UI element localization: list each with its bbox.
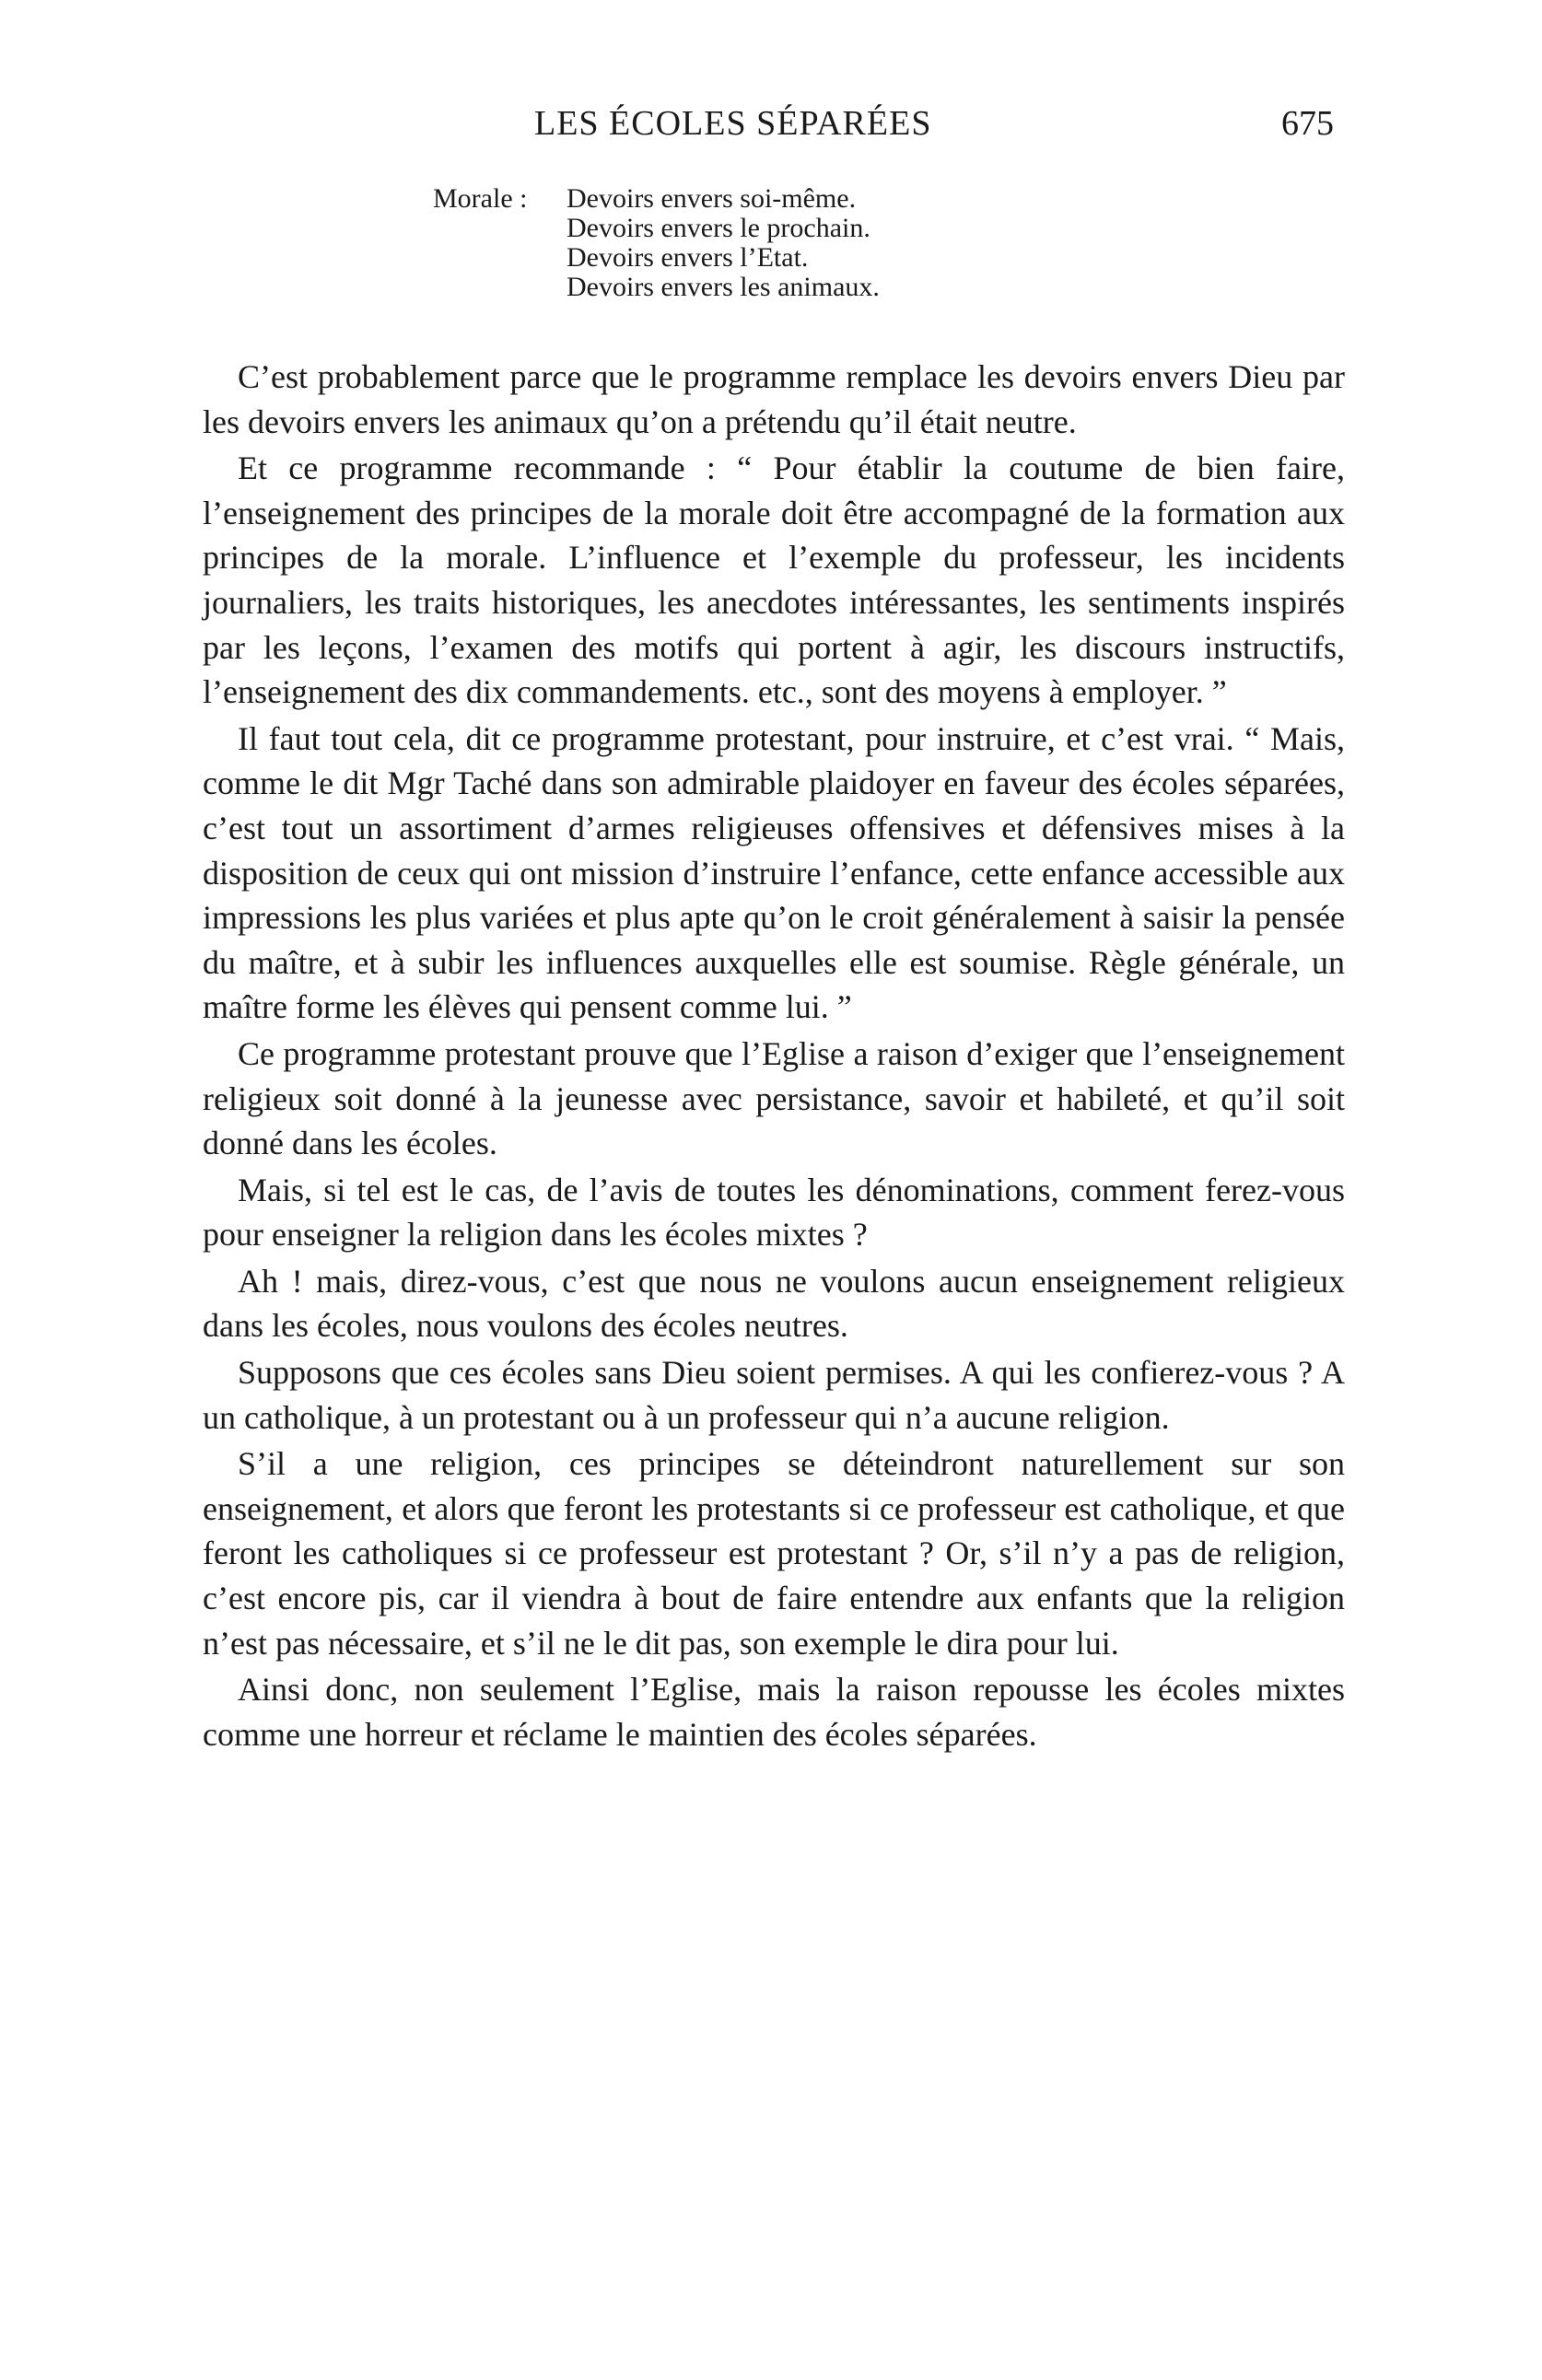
morale-item: Devoirs envers les animaux. xyxy=(567,272,880,302)
morale-list xyxy=(567,184,880,302)
paragraph: Supposons que ces écoles sans Dieu soient permises. A qui les confierez-vous ? A un catholique, à un protestant ou à un professeur qui n’a aucune religion. xyxy=(203,1354,1345,1436)
paragraph: S’il a une religion, ces principes se déteindront naturellement sur son enseignement, et alors que feront les protestants si ce professeur est catholique, et que feront les catholiques si ce professeur est protestant ? Or, s’il n’y a pas de religion, c’est encore pis, car il viendra à bout de faire entendre aux enfants que la religion n’est pas nécessaire, et s’il ne le dit pas, son exemple le dira pour lui. xyxy=(203,1445,1345,1662)
morale-item: Devoirs envers soi-même. xyxy=(567,183,857,214)
page-number: 675 xyxy=(1281,104,1334,143)
paragraph: Il faut tout cela, dit ce programme protestant, pour instruire, et c’est vrai. “ Mais, comme le dit Mgr Taché dans son admirable plaidoyer en faveur des écoles séparées, c’est tout un assortiment d’armes religieuses offensives et défensives mises à la disposition de ceux qui ont mission d’instruire l’enfance, cette enfance accessible aux impressions les plus variées et plus apte qu’on le croit généralement à saisir la pensée du maître, et à subir les influences auxquelles elle est soumise. Règle générale, un maître forme les élèves qui pensent comme lui. ” xyxy=(203,719,1345,1026)
paragraph: Et ce programme recommande : “ Pour établir la coutume de bien faire, l’enseignement des principes de la morale doit être accompagné de la formation aux principes de la morale. L’influence et l’exemple du professeur, les incidents journaliers, les traits historiques, les anecdotes intéressantes, les sentiments inspirés par les leçons, l’examen des motifs qui portent à agir, les discours instructifs, l’enseignement des dix commandements. etc., sont des moyens à employer. ” xyxy=(203,449,1345,711)
morale-label: Morale : xyxy=(433,183,528,214)
paragraph: C’est probablement parce que le programme remplace les devoirs envers Dieu par les devoirs envers les animaux qu’on a prétendu qu’il était neutre. xyxy=(203,358,1345,440)
paragraph: Ainsi donc, non seulement l’Eglise, mais la raison repousse les écoles mixtes comme une horreur et réclame le maintien des écoles séparées. xyxy=(203,1671,1345,1753)
morale-item: Devoirs envers l’Etat. xyxy=(567,242,809,273)
paragraph: Ce programme protestant prouve que l’Eglise a raison d’exiger que l’enseignement religieux soit donné à la jeunesse avec persistance, savoir et habileté, et qu’il soit donné dans les écoles. xyxy=(203,1034,1345,1162)
running-head xyxy=(203,103,1345,158)
body-text xyxy=(203,355,1345,1758)
paragraph: Mais, si tel est le cas, de l’avis de toutes les dénominations, comment ferez-vous pour enseigner la religion dans les écoles mixtes ? xyxy=(203,1171,1345,1254)
morale-item: Devoirs envers le prochain. xyxy=(567,213,870,243)
paragraph: Ah ! mais, direz-vous, c’est que nous ne voulons aucun enseignement religieux dans les écoles, nous voulons des écoles neutres. xyxy=(203,1262,1345,1345)
running-title: LES ÉCOLES SÉPARÉES xyxy=(534,104,932,143)
